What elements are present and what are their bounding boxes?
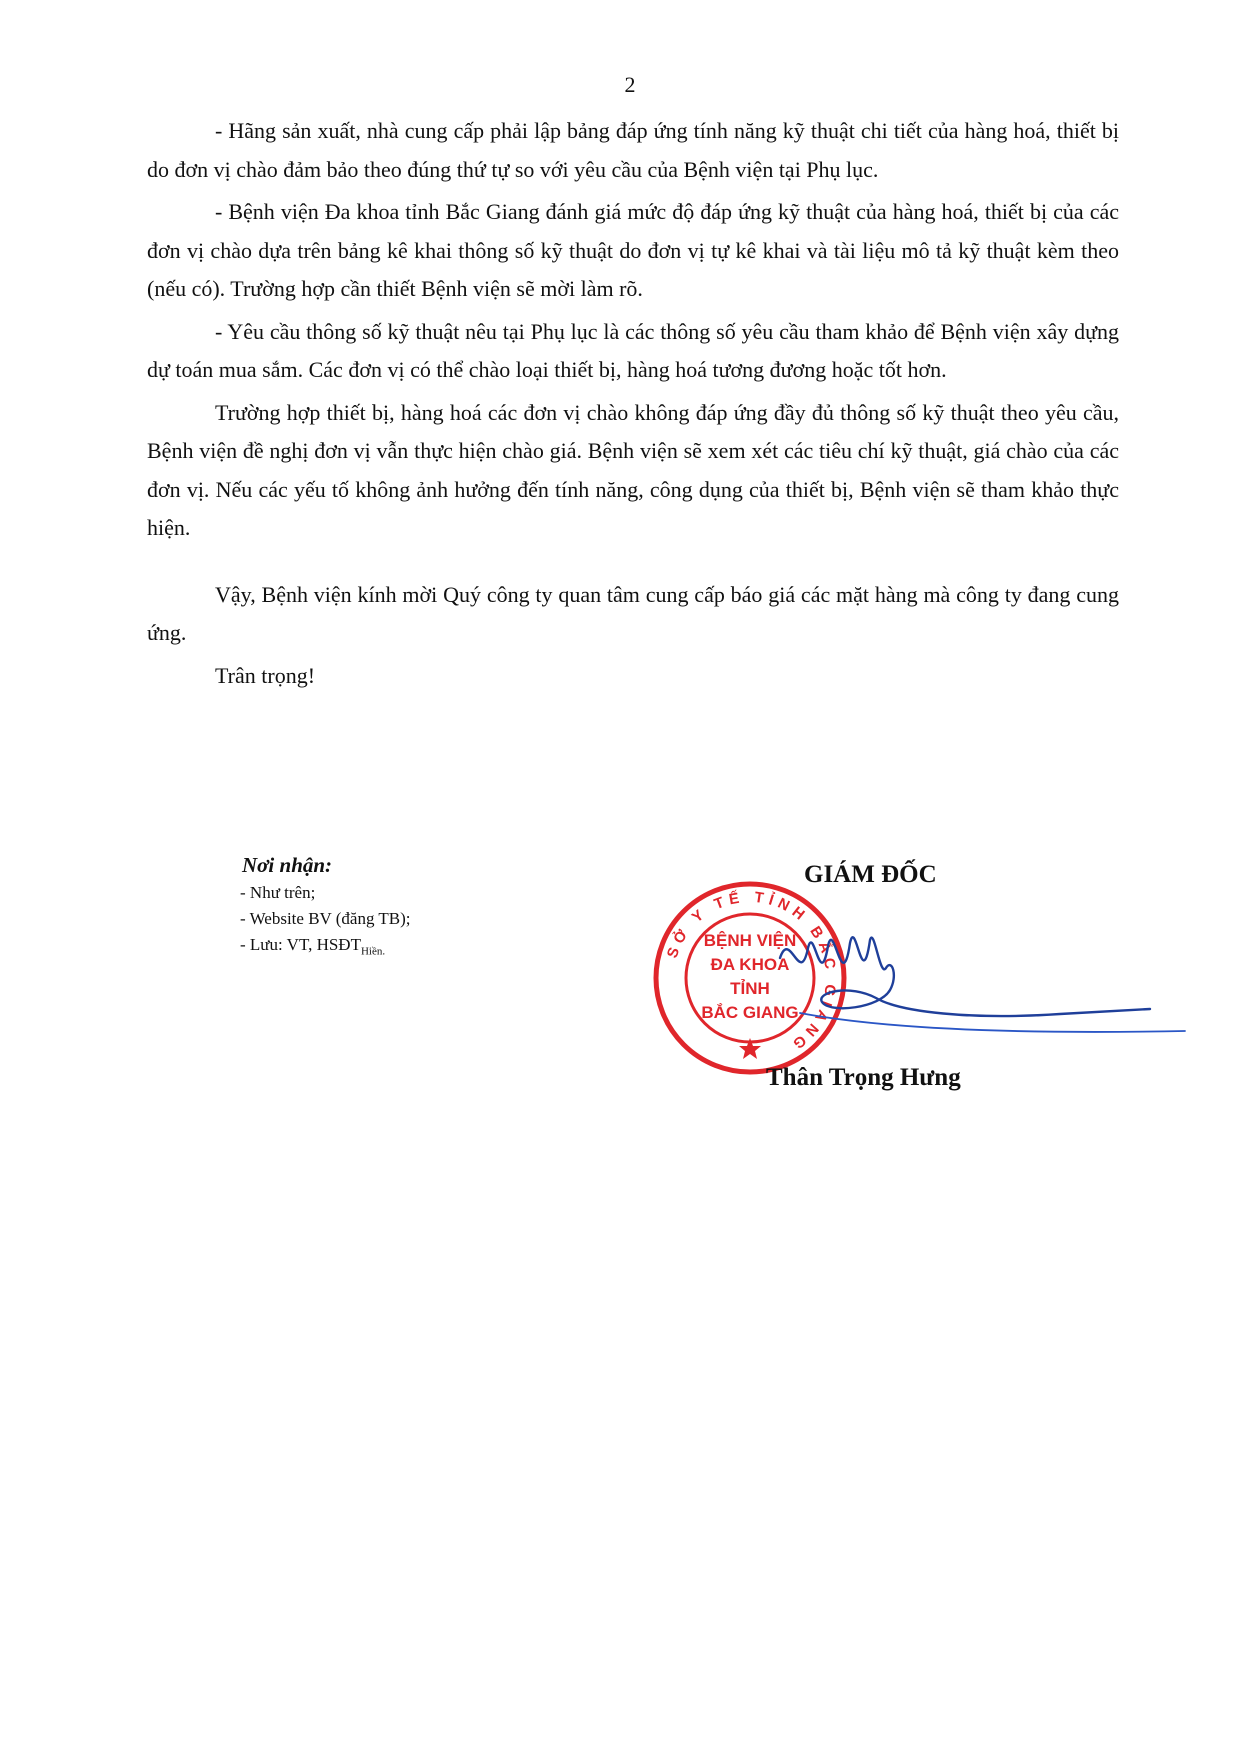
closing-regards: Trân trọng!	[215, 662, 316, 688]
paragraph-technical-response: - Hãng sản xuất, nhà cung cấp phải lập bảng đáp ứng tính năng kỹ thuật chi tiết của hàng hoá, thiết bị do đơn vị chào đảm bảo theo đúng thứ tự so với yêu cầu của Bệnh viện tại Phụ lục.	[147, 118, 1119, 182]
handwritten-signature-icon	[770, 918, 1190, 1038]
paragraph-invitation: Vậy, Bệnh viện kính mời Quý công ty quan tâm cung cấp báo giá các mặt hàng mà công ty đang cung ứng.	[147, 581, 1119, 645]
seal-line: BỆNH VIỆN	[703, 931, 797, 950]
recipient-archive-main: - Lưu: VT, HSĐT	[240, 935, 361, 954]
paragraph-partial-compliance: Trường hợp thiết bị, hàng hoá các đơn vị chào không đáp ứng đầy đủ thông số kỹ thuật theo yêu cầu, Bệnh viện đề nghị đơn vị vẫn thực hiện chào giá. Bệnh viện sẽ xem xét các tiêu chí kỹ thuật, giá chào của các đơn vị. Nếu các yếu tố không ảnh hưởng đến tính năng, công dụng của thiết bị, Bệnh viện sẽ tham khảo thực hiện.	[147, 399, 1119, 540]
recipient-archive	[240, 932, 660, 964]
director-name: Thân Trọng Hưng	[766, 1064, 961, 1091]
recipient-item: - Như trên;	[240, 883, 316, 902]
seal-line: BẮC GIANG	[701, 1003, 799, 1022]
letter-body	[147, 112, 1119, 699]
recipient-item: - Website BV (đăng TB);	[240, 909, 411, 928]
seal-outer-text: SỞ Y TẾ TỈNH BẮC GIANG	[663, 888, 840, 1055]
recipient-archive-initials: Hiền.	[360, 945, 386, 958]
recipients-block	[240, 850, 660, 964]
seal-line: ĐA KHOA	[710, 955, 790, 974]
director-title: GIÁM ĐỐC	[804, 861, 937, 888]
paragraph-reference-specs: - Yêu cầu thông số kỹ thuật nêu tại Phụ lục là các thông số yêu cầu tham khảo để Bệnh viện xây dựng dự toán mua sắm. Các đơn vị có thể chào loại thiết bị, hàng hoá tương đương hoặc tốt hơn.	[147, 318, 1119, 382]
page-number: 2	[624, 72, 636, 97]
paragraph-evaluation: - Bệnh viện Đa khoa tỉnh Bắc Giang đánh giá mức độ đáp ứng kỹ thuật của hàng hoá, thiết bị của các đơn vị chào dựa trên bảng kê khai thông số kỹ thuật do đơn vị tự kê khai và tài liệu mô tả kỹ thuật kèm theo (nếu có). Trường hợp cần thiết Bệnh viện sẽ mời làm rõ.	[147, 199, 1119, 301]
signature-block	[650, 858, 1210, 1108]
recipients-heading: Nơi nhận:	[242, 853, 333, 877]
seal-line: TỈNH	[730, 979, 770, 998]
